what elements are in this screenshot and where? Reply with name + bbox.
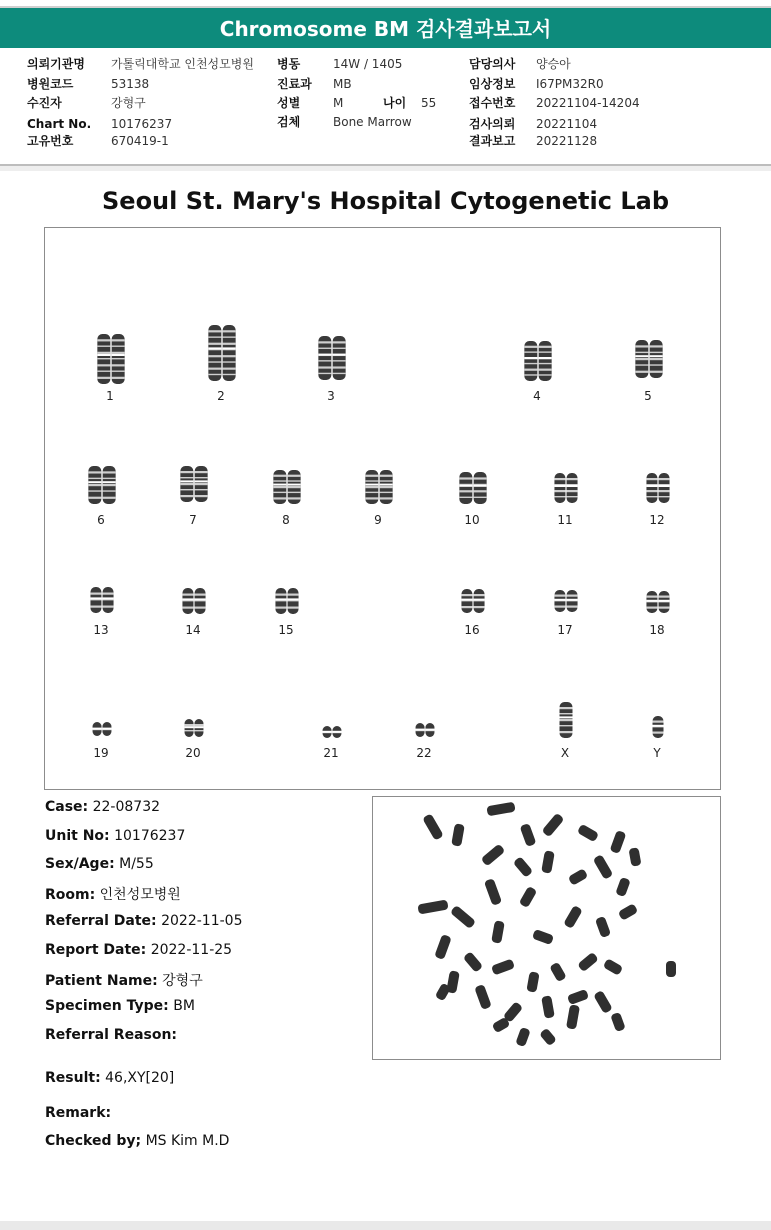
field-label: 접수번호 (469, 96, 516, 110)
metaphase-chromosome (491, 959, 515, 976)
metaphase-chromosome (451, 823, 465, 846)
detail-case (45, 799, 160, 815)
chromosome-label-19: 19 (93, 746, 109, 760)
chromosome-pair-17 (554, 590, 577, 612)
chromosome-pair-8 (273, 470, 300, 504)
lab-title: Seoul St. Mary's Hospital Cytogenetic Lab (102, 187, 669, 215)
chromosome-pair-19 (93, 722, 112, 736)
chromosome-pair-X (560, 702, 573, 738)
detail-label: Report Date: (45, 942, 147, 958)
chromosome-label-18: 18 (649, 623, 665, 637)
metaphase-chromosome (577, 952, 599, 973)
detail-referral-reason (45, 1027, 177, 1043)
chromosome-label-5: 5 (644, 389, 652, 403)
field-value: 670419-1 (111, 134, 169, 148)
detail-label: Checked by; (45, 1133, 142, 1149)
detail-value: 인천성모병원 (99, 887, 181, 903)
metaphase-chromosome (463, 951, 484, 973)
detail-label: Referral Reason: (45, 1027, 178, 1043)
field-value: 20221104-14204 (536, 96, 640, 110)
metaphase-chromosome (539, 1028, 557, 1047)
metaphase-chromosome (515, 1027, 531, 1047)
field-value: 53138 (111, 77, 150, 91)
metaphase-chromosome (519, 886, 538, 908)
chromosome-label-2: 2 (217, 389, 225, 403)
detail-value: 46,XY[20] (105, 1070, 175, 1086)
field-value: 20221104 (536, 117, 598, 131)
field-label: Chart No. (27, 117, 92, 131)
field-label: 검체 (277, 115, 301, 129)
chromosome-label-16: 16 (464, 623, 480, 637)
field-label: 결과보고 (469, 134, 516, 148)
metaphase-chromosome (450, 905, 476, 929)
field-label: 성별 (277, 96, 301, 110)
detail-label: Specimen Type: (45, 998, 169, 1014)
chromosome-label-10: 10 (464, 513, 480, 527)
chromosome-pair-11 (554, 473, 577, 503)
metaphase-chromosome (603, 958, 624, 976)
field-label: 고유번호 (27, 134, 74, 148)
metaphase-chromosome (417, 899, 448, 914)
detail-label: Sex/Age: (45, 856, 115, 872)
chromosome-label-6: 6 (97, 513, 105, 527)
metaphase-chromosome (541, 850, 555, 873)
metaphase-chromosome (526, 971, 539, 992)
field-value: MB (333, 77, 352, 91)
chromosome-pair-18 (646, 591, 669, 613)
field-label: 의뢰기관명 (27, 57, 85, 71)
chromosome-label-13: 13 (93, 623, 109, 637)
chromosome-label-4: 4 (533, 389, 541, 403)
detail-value: 10176237 (114, 828, 186, 844)
metaphase-chromosome (615, 877, 631, 897)
chromosome-pair-21 (323, 726, 342, 738)
detail-label: Unit No: (45, 828, 110, 844)
report-title: Chromosome BM 검사결과보고서 (0, 6, 771, 48)
detail-report-date (45, 942, 232, 958)
field-value: 양승아 (536, 57, 571, 71)
metaphase-chromosome (541, 995, 555, 1018)
metaphase-chromosome (595, 916, 611, 938)
chromosome-pair-1 (97, 334, 124, 384)
metaphase-chromosome (481, 843, 506, 866)
detail-checked-by (45, 1133, 229, 1149)
chromosome-pair-7 (180, 466, 207, 502)
karyogram-panel (44, 227, 721, 790)
chromosome-label-14: 14 (185, 623, 201, 637)
chromosome-label-3: 3 (327, 389, 335, 403)
chromosome-pair-2 (208, 325, 235, 381)
metaphase-chromosome (593, 990, 613, 1014)
chromosome-pair-10 (459, 472, 486, 504)
detail-label: Case: (45, 799, 89, 815)
metaphase-chromosome (491, 920, 505, 943)
chromosome-pair-4 (524, 341, 551, 381)
metaphase-chromosome (541, 813, 564, 838)
metaphase-chromosome (610, 1012, 626, 1032)
field-value: 14W / 1405 (333, 57, 403, 71)
detail-remark (45, 1105, 111, 1121)
page-footer-strip (0, 1221, 771, 1230)
metaphase-chromosome (532, 929, 554, 945)
section-divider (0, 166, 771, 171)
field-value: I67PM32R0 (536, 77, 604, 91)
chromosome-label-8: 8 (282, 513, 290, 527)
metaphase-chromosome (618, 903, 639, 921)
metaphase-chromosome (434, 934, 452, 960)
chromosome-pair-12 (646, 473, 669, 503)
chromosome-pair-6 (88, 466, 115, 504)
metaphase-spread-image (373, 797, 722, 1061)
chromosome-pair-9 (365, 470, 392, 504)
field-value: 가톨릭대학교 인천성모병원 (111, 57, 254, 71)
field-value: 55 (421, 96, 437, 110)
chromosome-label-1: 1 (106, 389, 114, 403)
metaphase-spread-panel (372, 796, 721, 1060)
detail-referral-date (45, 913, 242, 929)
chromosome-pair-22 (416, 723, 435, 737)
metaphase-chromosome (513, 856, 534, 878)
chromosome-pair-13 (90, 587, 113, 613)
detail-value: 2022-11-05 (161, 913, 243, 929)
chromosome-label-11: 11 (557, 513, 573, 527)
metaphase-chromosome (549, 962, 567, 983)
detail-label: Remark: (45, 1105, 112, 1121)
metaphase-chromosome (484, 878, 502, 906)
chromosome-pair-5 (635, 340, 662, 378)
metaphase-chromosome (486, 802, 515, 817)
chromosome-label-Y: Y (653, 746, 661, 760)
metaphase-chromosome (666, 961, 676, 977)
metaphase-chromosome (610, 830, 627, 854)
detail-value: MS Kim M.D (145, 1133, 230, 1149)
detail-label: Referral Date: (45, 913, 157, 929)
detail-specimen-type (45, 998, 195, 1014)
chromosome-label-22: 22 (416, 746, 432, 760)
chromosome-label-15: 15 (278, 623, 294, 637)
field-value: 20221128 (536, 134, 598, 148)
metaphase-chromosome (593, 854, 614, 880)
chromosome-label-21: 21 (323, 746, 339, 760)
chromosome-label-17: 17 (557, 623, 573, 637)
chromosome-pair-20 (185, 719, 204, 737)
chromosome-label-20: 20 (185, 746, 201, 760)
detail-value: 2022-11-25 (150, 942, 233, 958)
detail-value: 22-08732 (92, 799, 161, 815)
chromosome-label-7: 7 (189, 513, 197, 527)
field-label: 담당의사 (469, 57, 516, 71)
metaphase-chromosome (577, 824, 599, 843)
detail-result (45, 1070, 174, 1086)
chromosome-pair-15 (275, 588, 298, 614)
field-value: M (333, 96, 344, 110)
metaphase-chromosome (567, 989, 589, 1005)
metaphase-chromosome (568, 868, 589, 886)
chromosome-pair-16 (461, 589, 484, 613)
field-value: 강형구 (111, 96, 146, 110)
patient-header (0, 48, 771, 166)
metaphase-chromosome (629, 847, 642, 866)
detail-label: Room: (45, 887, 96, 903)
chromosome-pair-Y (653, 716, 664, 738)
field-value: 10176237 (111, 117, 173, 131)
chromosome-label-12: 12 (649, 513, 665, 527)
detail-unit-no (45, 828, 185, 844)
detail-label: Patient Name: (45, 973, 158, 989)
metaphase-chromosome (422, 813, 444, 841)
chromosome-pair-14 (182, 588, 205, 614)
detail-value: M/55 (119, 856, 154, 872)
metaphase-chromosome (520, 823, 537, 847)
detail-value: BM (173, 998, 195, 1014)
detail-value: 강형구 (162, 973, 203, 989)
chromosome-label-9: 9 (374, 513, 382, 527)
field-label: 병원코드 (27, 77, 74, 91)
detail-room (45, 884, 181, 904)
detail-sex-age (45, 856, 154, 872)
field-label: 임상정보 (469, 77, 516, 91)
field-value: Bone Marrow (333, 115, 412, 129)
metaphase-chromosome (566, 1004, 580, 1029)
field-label: 수진자 (27, 96, 62, 110)
chromosome-label-X: X (560, 746, 570, 760)
field-label: 진료과 (277, 77, 312, 91)
field-label: 나이 (383, 96, 407, 110)
field-label: 병동 (277, 57, 301, 71)
karyogram-image (45, 228, 722, 791)
metaphase-chromosome (474, 984, 492, 1010)
detail-label: Result: (45, 1070, 101, 1086)
chromosome-pair-3 (318, 336, 345, 380)
field-label: 검사의뢰 (469, 117, 516, 131)
detail-patient-name (45, 970, 203, 990)
metaphase-chromosome (563, 905, 583, 929)
